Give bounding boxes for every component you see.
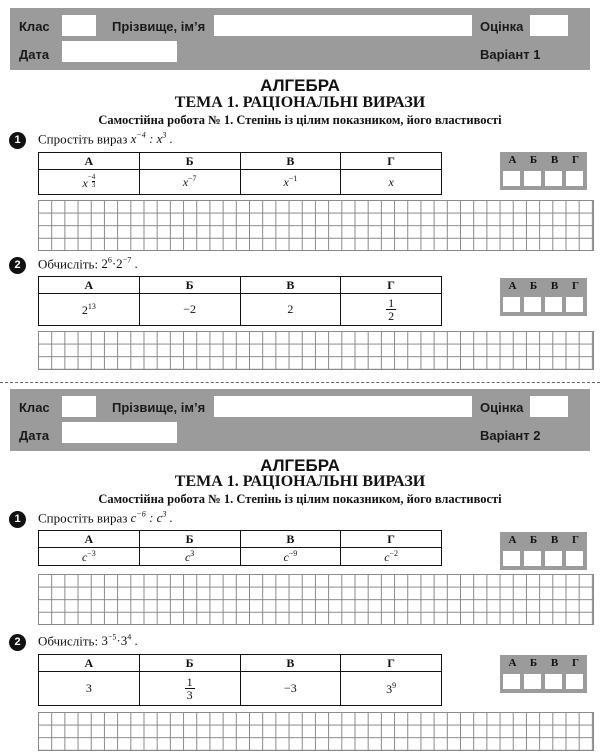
question-number: 1 — [9, 132, 26, 149]
answer-letter: Г — [572, 534, 579, 546]
option-b[interactable]: $c^3$ — [139, 548, 240, 566]
question-number: 2 — [9, 257, 26, 274]
answer-letter: В — [550, 280, 559, 292]
answer-cell[interactable] — [503, 551, 520, 566]
answer-cell[interactable] — [545, 674, 562, 689]
date-field[interactable] — [62, 422, 177, 443]
question-text — [38, 633, 138, 649]
option-header-a: А — [39, 655, 140, 672]
answer-cell[interactable] — [566, 171, 583, 186]
option-a[interactable]: x − $\frac{4}{3}$ — [39, 170, 140, 195]
option-c[interactable]: $c^{-9}$ — [240, 548, 341, 566]
question-number: 2 — [9, 634, 26, 651]
name-label: Прізвище, ім’я — [112, 19, 206, 34]
option-header-d: Г — [341, 153, 442, 170]
grade-field[interactable] — [530, 15, 568, 36]
answer-box — [500, 655, 587, 693]
grade-label: Оцінка — [480, 400, 524, 415]
question-text — [38, 510, 173, 526]
question-label: Обчисліть: — [38, 633, 99, 649]
work-grid[interactable] — [38, 331, 594, 370]
answer-letter: Г — [572, 657, 579, 669]
option-header-b: Б — [139, 153, 240, 170]
answer-letter: Г — [572, 154, 579, 166]
class-field[interactable] — [62, 15, 96, 36]
class-label: Клас — [19, 19, 50, 34]
work-grid[interactable] — [38, 712, 594, 751]
option-c[interactable]: $x^{-1}$ — [240, 170, 341, 195]
work-grid[interactable] — [38, 200, 594, 251]
option-header-d: Г — [341, 531, 442, 548]
answer-cell[interactable] — [503, 297, 520, 312]
option-d[interactable]: $\frac{1}{2}$ — [341, 294, 442, 326]
answer-letter: Б — [529, 280, 538, 292]
answer-letter: Б — [529, 657, 538, 669]
header-v2 — [10, 389, 590, 451]
answer-cell[interactable] — [545, 171, 562, 186]
answer-cell[interactable] — [566, 674, 583, 689]
options-table — [38, 152, 442, 195]
question-expression: $c^{-6}$ : $c^3$ . — [130, 510, 173, 526]
answer-letter: А — [508, 534, 517, 546]
work-title: Самостійна робота № 1. Степінь із цілим показником, його властивості — [98, 492, 502, 506]
answer-cell[interactable] — [524, 674, 541, 689]
option-header-c: В — [240, 277, 341, 294]
answer-letter: Б — [529, 534, 538, 546]
option-a[interactable]: $2^{13}$ — [39, 294, 140, 326]
option-b[interactable]: $x^{-7}$ — [139, 170, 240, 195]
answer-box — [500, 152, 587, 190]
answer-box — [500, 532, 587, 570]
option-header-b: Б — [139, 655, 240, 672]
question-label: Спростіть вираз — [38, 131, 128, 147]
question-label: Спростіть вираз — [38, 510, 128, 526]
question-text — [38, 256, 138, 272]
answer-letter: В — [550, 534, 559, 546]
name-field[interactable] — [214, 15, 472, 36]
subject-title: АЛГЕБРА — [260, 456, 340, 475]
cut-line — [0, 382, 600, 383]
answer-cell[interactable] — [524, 171, 541, 186]
class-label: Клас — [19, 400, 50, 415]
work-grid[interactable] — [38, 574, 594, 625]
option-header-b: Б — [139, 277, 240, 294]
options-table — [38, 276, 442, 326]
date-field[interactable] — [62, 41, 177, 62]
option-header-a: А — [39, 277, 140, 294]
answer-cell[interactable] — [503, 171, 520, 186]
answer-letter: А — [508, 657, 517, 669]
answer-cell[interactable] — [566, 551, 583, 566]
class-field[interactable] — [62, 396, 96, 417]
topic-title: ТЕМА 1. РАЦІОНАЛЬНІ ВИРАЗИ — [174, 94, 426, 111]
option-header-c: В — [240, 153, 341, 170]
options-table — [38, 530, 442, 566]
work-title: Самостійна робота № 1. Степінь із цілим показником, його властивості — [98, 113, 502, 127]
name-field[interactable] — [214, 396, 472, 417]
option-header-c: В — [240, 655, 341, 672]
option-a[interactable]: $c^{-3}$ — [39, 548, 140, 566]
question-expression: $x^{-4}$ : $x^3$ . — [130, 131, 173, 147]
option-header-d: Г — [341, 655, 442, 672]
option-b[interactable]: $\frac{1}{3}$ — [139, 672, 240, 706]
option-d[interactable]: $3^9$ — [341, 672, 442, 706]
answer-letter: А — [508, 280, 517, 292]
subject-title: АЛГЕБРА — [260, 76, 340, 95]
question-expression: $2^6\cdot 2^{-7}$ . — [101, 256, 138, 272]
option-header-a: А — [39, 153, 140, 170]
question-text — [38, 131, 173, 147]
option-header-a: А — [39, 531, 140, 548]
option-d[interactable]: x — [341, 170, 442, 195]
variant-label: Варіант 2 — [480, 428, 541, 443]
option-header-d: Г — [341, 277, 442, 294]
date-label: Дата — [19, 428, 50, 443]
options-table — [38, 654, 442, 706]
answer-letter: В — [550, 657, 559, 669]
option-header-b: Б — [139, 531, 240, 548]
answer-letter: В — [550, 154, 559, 166]
answer-cell[interactable] — [503, 674, 520, 689]
topic-title: ТЕМА 1. РАЦІОНАЛЬНІ ВИРАЗИ — [174, 473, 426, 490]
option-header-c: В — [240, 531, 341, 548]
question-number: 1 — [9, 511, 26, 528]
answer-cell[interactable] — [545, 297, 562, 312]
question-expression: $3^{-5}\cdot 3^4$ . — [101, 633, 138, 649]
option-c[interactable]: −3 — [240, 672, 341, 706]
answer-cell[interactable] — [524, 551, 541, 566]
grade-label: Оцінка — [480, 19, 524, 34]
date-label: Дата — [19, 47, 50, 62]
question-label: Обчисліть: — [38, 256, 99, 272]
option-d[interactable]: $c^{-2}$ — [341, 548, 442, 566]
name-label: Прізвище, ім’я — [112, 400, 206, 415]
option-c[interactable]: 2 — [240, 294, 341, 326]
answer-letter: Б — [529, 154, 538, 166]
answer-cell[interactable] — [545, 551, 562, 566]
option-a[interactable]: 3 — [39, 672, 140, 706]
answer-cell[interactable] — [524, 297, 541, 312]
grade-field[interactable] — [530, 396, 568, 417]
variant-label: Варіант 1 — [480, 47, 541, 62]
answer-letter: А — [508, 154, 517, 166]
answer-cell[interactable] — [566, 297, 583, 312]
answer-box — [500, 278, 587, 316]
header-v1 — [10, 8, 590, 70]
answer-letter: Г — [572, 280, 579, 292]
option-b[interactable]: −2 — [139, 294, 240, 326]
